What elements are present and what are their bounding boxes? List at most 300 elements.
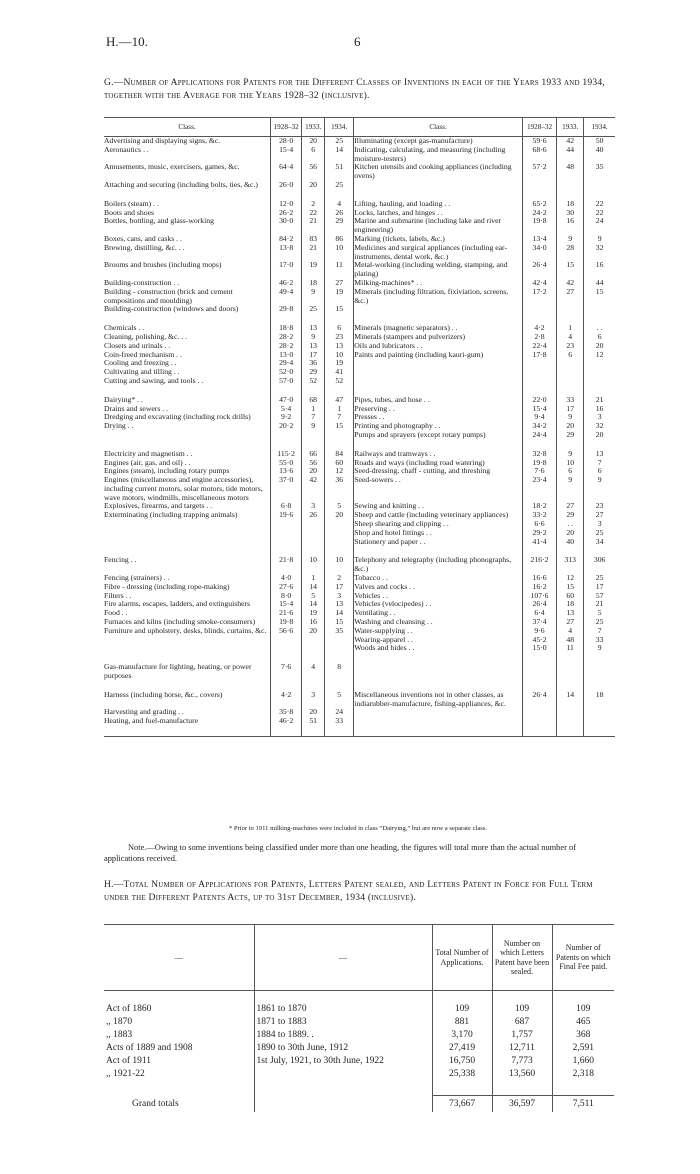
cell-y1934-left: 15 [325, 618, 354, 627]
explanatory-note: Note.—Owing to some inventions being classified under more than one heading, the figures will total more than the actual number of applications received. [104, 843, 576, 863]
cell-y1934-left: 84 [325, 450, 354, 459]
cell-class-left: Drains and sewers . . [104, 403, 169, 413]
cell-y1933-right: 11 [557, 644, 584, 653]
cell-y1933-right: 30 [557, 209, 584, 218]
cell-avg-right: 9·6 [522, 627, 556, 636]
cell-avg-right: 107·6 [522, 592, 556, 601]
act-total-applications: 25,338 [432, 1069, 492, 1082]
cell-y1933-right: 27 [557, 288, 584, 306]
cell-y1934-left: 24 [325, 708, 354, 717]
cell-class-left [104, 431, 271, 440]
cell-avg-right: 22·0 [522, 396, 556, 405]
table-row [104, 431, 615, 440]
cell-y1934-right: 21 [584, 600, 615, 609]
cell-class-left: Advertising and displaying signs, &c. [104, 136, 221, 145]
cell-class-left: Dairying* . . [104, 394, 143, 404]
cell-class-right: Railways and tramways . . [354, 448, 436, 458]
cell-class-left: Chemicals . . [104, 323, 145, 333]
cell-y1933-left: 5 [302, 592, 325, 601]
cell-y1934-right: 25 [584, 574, 615, 583]
cell-avg-right: 4·2 [522, 324, 556, 333]
cell-y1934-right [584, 368, 615, 377]
cell-y1934-left: 60 [325, 459, 354, 468]
cell-avg-left: 35·8 [271, 708, 302, 717]
cell-y1934-right: 9 [584, 235, 615, 244]
cell-y1933-right: 17 [557, 405, 584, 414]
cell-y1934-right: 22 [584, 200, 615, 209]
acts-col-header-act: — [174, 952, 183, 962]
cell-avg-right: 24·2 [522, 209, 556, 218]
cell-class-left: Bottles, bottling, and glass-working [104, 216, 214, 226]
cell-y1934-left: 51 [325, 163, 354, 181]
cell-y1933-right: 27 [557, 618, 584, 627]
col-header-class-right: Class. [429, 122, 447, 131]
cell-class-right: Roads and ways (including road watering) [354, 457, 485, 467]
cell-class-right: Presses . . [354, 412, 385, 422]
cell-avg-right [522, 305, 556, 314]
cell-y1934-left [325, 431, 354, 440]
grand-totals-row [104, 1096, 614, 1113]
cell-y1933-right: 40 [557, 538, 584, 547]
cell-y1933-left: 21 [302, 244, 325, 262]
cell-y1934-right: 306 [584, 556, 615, 574]
cell-avg-left: 46·2 [271, 279, 302, 288]
cell-y1934-left [325, 520, 354, 529]
act-name: ,, 1883 [106, 1030, 133, 1040]
table-row [104, 556, 615, 574]
cell-avg-right: 19·8 [522, 217, 556, 235]
cell-class-right [354, 359, 523, 368]
cell-y1934-right: 21 [584, 396, 615, 405]
cell-y1934-right: 3 [584, 520, 615, 529]
cell-y1934-left: 17 [325, 583, 354, 592]
cell-class-left: Harness (including horse, &c., covers) [104, 689, 223, 699]
cell-y1933-right: 16 [557, 217, 584, 235]
cell-avg-left: 4·2 [271, 691, 302, 709]
cell-y1933-right [557, 708, 584, 717]
grand-total-sealed: 36,597 [492, 1096, 552, 1113]
cell-class-left: Explosives, firearms, and targets . . [104, 501, 213, 511]
cell-y1934-left: 10 [325, 556, 354, 574]
cell-class-right: Medicines and surgical appliances (including ear-instruments, dental work, &c.) [354, 242, 508, 261]
cell-avg-right: 17·2 [522, 288, 556, 306]
cell-class-left [104, 520, 271, 529]
cell-y1933-right: 28 [557, 244, 584, 262]
cell-y1934-left: 35 [325, 627, 354, 636]
cell-avg-left [271, 431, 302, 440]
cell-y1933-left: 26 [302, 511, 325, 520]
acts-col-header-period: — [254, 925, 432, 991]
cell-y1934-right: 25 [584, 529, 615, 538]
cell-y1933-left: 14 [302, 583, 325, 592]
act-final-fee: 465 [552, 1017, 614, 1030]
cell-y1933-right: 44 [557, 146, 584, 164]
act-sealed: 687 [492, 1017, 552, 1030]
cell-avg-left [271, 529, 302, 538]
cell-y1934-right: 20 [584, 342, 615, 351]
cell-y1933-right: 23 [557, 342, 584, 351]
cell-class-left: Filters . . [104, 590, 132, 600]
document-code: H.—10. [106, 34, 148, 49]
cell-class-left: Aeronautics . . [104, 144, 149, 154]
act-period: 1890 to 30th June, 1912 [254, 1043, 432, 1056]
cell-avg-left: 26·0 [271, 181, 302, 190]
cell-y1933-left: 9 [302, 288, 325, 306]
cell-avg-right: 23·4 [522, 476, 556, 502]
cell-class-left: Building-construction (windows and doors) [104, 304, 239, 314]
act-name: Act of 1860 [106, 1004, 152, 1014]
cell-class-left: Amusements, music, exercisers, games, &c. [104, 162, 240, 172]
cell-avg-right [522, 663, 556, 681]
cell-y1933-right: 6 [557, 467, 584, 476]
cell-class-right: Indicating, calculating, and measuring (including moisture-testers) [354, 144, 506, 163]
cell-y1933-left [302, 644, 325, 653]
cell-class-right: Tobacco . . [354, 573, 388, 583]
cell-class-right: Illuminating (except gas-manufacture) [354, 136, 473, 145]
cell-y1934-right: 7 [584, 459, 615, 468]
cell-avg-left: 26·2 [271, 209, 302, 218]
cell-avg-right: 17·8 [522, 351, 556, 360]
cell-class-left: Closets and urinals . . [104, 340, 171, 350]
cell-avg-right: 26·4 [522, 600, 556, 609]
cell-y1934-right: . . [584, 324, 615, 333]
cell-y1933-right: 20 [557, 422, 584, 431]
cell-class-left: Building - construction (brick and cement compositions and moulding) [104, 286, 233, 305]
col-header-class-left: Class. [178, 122, 196, 131]
cell-y1934-left: 1 [325, 405, 354, 414]
cell-y1934-right [584, 377, 615, 386]
cell-y1934-right: 16 [584, 261, 615, 279]
cell-avg-right: 26·4 [522, 691, 556, 709]
cell-y1934-left: 25 [325, 137, 354, 146]
table-row [104, 163, 615, 181]
cell-avg-left: 29·4 [271, 359, 302, 368]
cell-y1933-right [557, 305, 584, 314]
cell-class-right: Marine and submarine (including lake and river engineering) [354, 216, 502, 235]
table-header-row [104, 118, 615, 137]
cell-avg-left: 9·2 [271, 413, 302, 422]
cell-y1934-left: 29 [325, 217, 354, 235]
cell-avg-right: 34·0 [522, 244, 556, 262]
act-name: Acts of 1889 and 1908 [106, 1043, 193, 1053]
cell-avg-left: 27·6 [271, 583, 302, 592]
col-header-1933-left: 1933. [302, 118, 325, 137]
cell-class-left: Food . . [104, 608, 128, 618]
cell-y1934-left: 10 [325, 351, 354, 360]
cell-y1933-left: 21 [302, 217, 325, 235]
cell-y1933-left [302, 520, 325, 529]
cell-y1934-right [584, 305, 615, 314]
cell-avg-right: 9·4 [522, 413, 556, 422]
cell-y1933-right: 10 [557, 459, 584, 468]
cell-y1934-left: 13 [325, 600, 354, 609]
cell-y1934-right [584, 663, 615, 681]
cell-y1934-right: 22 [584, 209, 615, 218]
cell-avg-right [522, 717, 556, 726]
cell-avg-left: 49·4 [271, 288, 302, 306]
cell-class-left: Cleaning, polishing, &c. . . [104, 331, 188, 341]
cell-y1933-right: 18 [557, 600, 584, 609]
cell-y1933-left: 16 [302, 618, 325, 627]
cell-y1934-left: 20 [325, 511, 354, 520]
table-row [104, 146, 615, 164]
cell-y1933-left: 83 [302, 235, 325, 244]
cell-y1933-left: 13 [302, 324, 325, 333]
cell-avg-right: 6·6 [522, 520, 556, 529]
section-h-title-text: Total Number of Applications for Patents, Letters Patent sealed, and Letters Patent in Force for Full Term under the Different Patents Acts, up to 31st December, 1934 (inclusive). [104, 879, 593, 903]
cell-y1933-right: 42 [557, 279, 584, 288]
cell-class-right: Minerals (magnetic separators) . . [354, 323, 458, 333]
cell-y1933-right: 9 [557, 450, 584, 459]
cell-class-right: Valves and cocks . . [354, 581, 415, 591]
cell-class-right: Marking (tickets, labels, &c.) [354, 233, 445, 243]
cell-class-left: Fibre - dressing (including rope-making) [104, 581, 230, 591]
cell-class-right: Printing and photography . . [354, 421, 441, 431]
cell-y1933-left: 4 [302, 663, 325, 681]
cell-y1934-left: 3 [325, 592, 354, 601]
cell-y1933-left [302, 529, 325, 538]
cell-y1934-left: 33 [325, 717, 354, 726]
cell-y1934-left: 7 [325, 413, 354, 422]
cell-avg-left: 19·6 [271, 511, 302, 520]
cell-class-left: Gas-manufacture for lighting, heating, or power purposes [104, 662, 252, 681]
cell-avg-left: 19·8 [271, 618, 302, 627]
act-sealed: 7,773 [492, 1056, 552, 1069]
act-total-applications: 16,750 [432, 1056, 492, 1069]
cell-y1934-right: 40 [584, 146, 615, 164]
cell-y1933-right: 14 [557, 691, 584, 709]
cell-y1933-left: 7 [302, 413, 325, 422]
table-row [104, 261, 615, 279]
cell-avg-right: 18·2 [522, 502, 556, 511]
cell-avg-right: 42·4 [522, 279, 556, 288]
cell-class-left: Harvesting and grading . . [104, 707, 184, 717]
cell-class-left [104, 538, 271, 547]
cell-y1934-right: 44 [584, 279, 615, 288]
cell-avg-left: 46·2 [271, 717, 302, 726]
cell-y1934-left: 5 [325, 502, 354, 511]
act-total-applications: 3,170 [432, 1030, 492, 1043]
cell-y1933-left: 20 [302, 137, 325, 146]
cell-y1933-left: 9 [302, 333, 325, 342]
cell-y1934-right: 9 [584, 476, 615, 502]
cell-y1934-right: 18 [584, 691, 615, 709]
cell-avg-right: 37·4 [522, 618, 556, 627]
cell-class-right: Woods and hides . . [354, 643, 415, 653]
table-row [104, 217, 615, 235]
cell-class-right [354, 717, 523, 726]
cell-y1933-right: 1 [557, 324, 584, 333]
cell-y1933-left: 13 [302, 342, 325, 351]
cell-avg-left: 15·4 [271, 146, 302, 164]
cell-class-right: Metal-working (including welding, stamping, and plating) [354, 260, 508, 279]
cell-y1934-left: 25 [325, 181, 354, 190]
cell-avg-left: 20·2 [271, 422, 302, 431]
cell-y1934-left: 41 [325, 368, 354, 377]
acts-row [104, 1056, 614, 1069]
cell-avg-left: 18·8 [271, 324, 302, 333]
table-row [104, 359, 615, 368]
cell-y1934-left: 36 [325, 476, 354, 502]
cell-y1934-right: 25 [584, 618, 615, 627]
cell-y1934-left: 13 [325, 342, 354, 351]
act-period [254, 1069, 432, 1082]
cell-class-right [354, 708, 523, 717]
cell-class-right: Pumps and sprayers (except rotary pumps) [354, 429, 486, 439]
cell-class-right [354, 305, 523, 314]
cell-y1933-right: 13 [557, 609, 584, 618]
cell-y1933-right: 18 [557, 200, 584, 209]
cell-y1933-right: 313 [557, 556, 584, 574]
grand-totals-period [254, 1096, 432, 1113]
cell-y1934-right: 20 [584, 431, 615, 440]
cell-y1934-left: 19 [325, 288, 354, 306]
cell-y1934-right: 16 [584, 405, 615, 414]
cell-avg-right: 59·6 [522, 137, 556, 146]
cell-y1934-right: 12 [584, 351, 615, 360]
act-period: 1884 to 1889. . [254, 1030, 432, 1043]
cell-y1933-right [557, 663, 584, 681]
cell-y1933-right [557, 717, 584, 726]
cell-class-right: Washing and cleansing . . [354, 617, 433, 627]
cell-class-right: Ventilating . . [354, 608, 396, 618]
cell-class-right: Oils and lubricators . . [354, 340, 423, 350]
cell-avg-left: 64·4 [271, 163, 302, 181]
cell-y1933-right: 4 [557, 333, 584, 342]
cell-y1934-right: 50 [584, 137, 615, 146]
cell-y1933-right: 15 [557, 261, 584, 279]
col-header-1934-right: 1934. [584, 118, 615, 137]
cell-y1934-right [584, 359, 615, 368]
cell-y1933-right: 15 [557, 583, 584, 592]
cell-class-right: Pipes, tubes, and hose . . [354, 394, 430, 404]
cell-avg-right: 2·8 [522, 333, 556, 342]
cell-avg-right: 16·6 [522, 574, 556, 583]
inventions-table-body [104, 137, 615, 737]
cell-class-left: Fencing (strainers) . . [104, 573, 170, 583]
cell-class-right: Preserving . . [354, 403, 395, 413]
cell-avg-left [271, 636, 302, 645]
cell-y1933-left: 17 [302, 351, 325, 360]
cell-y1933-left [302, 431, 325, 440]
cell-avg-left: 29·8 [271, 305, 302, 314]
cell-avg-left: 30·0 [271, 217, 302, 235]
cell-y1933-right: 20 [557, 529, 584, 538]
cell-y1934-left: 19 [325, 359, 354, 368]
section-h-title-lead: H.— [104, 879, 124, 890]
cell-class-right: Seed-sowers . . [354, 475, 401, 485]
cell-class-left: Furniture and upholstery, desks, blinds, curtains, &c. [104, 625, 267, 635]
cell-y1934-left: 27 [325, 279, 354, 288]
cell-avg-left: 47·0 [271, 396, 302, 405]
cell-y1934-left: 86 [325, 235, 354, 244]
cell-avg-right: 26·4 [522, 261, 556, 279]
cell-y1933-left: 20 [302, 181, 325, 190]
cell-avg-right: 15·0 [522, 644, 556, 653]
cell-y1934-right: 34 [584, 538, 615, 547]
cell-avg-right: 33·2 [522, 511, 556, 520]
cell-y1934-right: 6 [584, 333, 615, 342]
table-row [104, 538, 615, 547]
grand-totals-label: Grand totals [132, 1098, 179, 1109]
act-total-applications: 27,419 [432, 1043, 492, 1056]
cell-avg-left: 56·6 [271, 627, 302, 636]
cell-y1933-left: 2 [302, 200, 325, 209]
cell-class-right: Stationery and paper . . [354, 536, 426, 546]
cell-y1934-right: 23 [584, 502, 615, 511]
cell-avg-left: 12·0 [271, 200, 302, 209]
cell-avg-left: 8·0 [271, 592, 302, 601]
cell-avg-left [271, 520, 302, 529]
cell-class-left: Furnaces and kilns (including smoke-consumers) [104, 617, 256, 627]
cell-class-left: Exterminating (including trapping animals) [104, 510, 238, 520]
cell-avg-right: 6·4 [522, 609, 556, 618]
table-row [104, 663, 615, 681]
cell-y1934-left: 14 [325, 609, 354, 618]
cell-avg-left: 7·6 [271, 663, 302, 681]
table-row [104, 351, 615, 360]
cell-y1934-right: 32 [584, 422, 615, 431]
cell-y1933-left: 1 [302, 405, 325, 414]
cell-avg-right: 22·4 [522, 342, 556, 351]
cell-avg-right: 65·2 [522, 200, 556, 209]
cell-class-left [104, 644, 271, 653]
inventions-class-table [104, 117, 615, 737]
cell-y1933-left: 42 [302, 476, 325, 502]
cell-y1934-right: 13 [584, 450, 615, 459]
cell-class-left: Heating, and fuel-manufacture [104, 716, 199, 726]
act-period: 1st July, 1921, to 30th June, 1922 [254, 1056, 432, 1069]
act-sealed: 12,711 [492, 1043, 552, 1056]
cell-y1933-right: 60 [557, 592, 584, 601]
cell-y1933-right: 6 [557, 351, 584, 360]
cell-y1933-left: 14 [302, 600, 325, 609]
cell-class-left: Dredging and excavating (including rock drills) [104, 412, 251, 422]
cell-y1934-right [584, 717, 615, 726]
cell-avg-right: 32·8 [522, 450, 556, 459]
cell-avg-right: 34·2 [522, 422, 556, 431]
cell-avg-left [271, 644, 302, 653]
cell-y1933-left: 18 [302, 279, 325, 288]
section-g-title-lead: G.— [104, 77, 124, 88]
cell-y1933-right: 27 [557, 502, 584, 511]
cell-y1934-left: 14 [325, 146, 354, 164]
cell-class-right: Miscellaneous inventions not in other classes, as indiarubber-manufacture, fishing-appliances, &c. [354, 689, 506, 708]
cell-class-right: Locks, latches, and hinges . . [354, 207, 443, 217]
cell-avg-left: 4·0 [271, 574, 302, 583]
grand-total-applications: 73,667 [432, 1096, 492, 1113]
cell-avg-right: 24·4 [522, 431, 556, 440]
cell-y1934-right: 33 [584, 636, 615, 645]
table-row [104, 691, 615, 709]
act-final-fee: 1,660 [552, 1056, 614, 1069]
cell-class-left: Engines (air, gas, and oil) . . [104, 457, 191, 467]
cell-y1934-left [325, 529, 354, 538]
cell-avg-right: 45·2 [522, 636, 556, 645]
cell-class-left: Cutting and sawing, and tools . . [104, 375, 204, 385]
cell-y1933-left: 25 [302, 305, 325, 314]
cell-y1934-left: 26 [325, 209, 354, 218]
cell-class-right: Shop and hotel fittings . . [354, 527, 432, 537]
grand-total-final-fee: 7,511 [552, 1096, 614, 1113]
cell-avg-left: 55·0 [271, 459, 302, 468]
cell-avg-right [522, 368, 556, 377]
cell-class-left: Fire alarms, escapes, ladders, and extinguishers [104, 599, 251, 609]
acts-col-header-total: Total Number of Applications. [432, 925, 492, 991]
cell-class-left: Fencing . . [104, 555, 137, 565]
act-final-fee: 2,318 [552, 1069, 614, 1082]
cell-y1934-left: 15 [325, 422, 354, 431]
